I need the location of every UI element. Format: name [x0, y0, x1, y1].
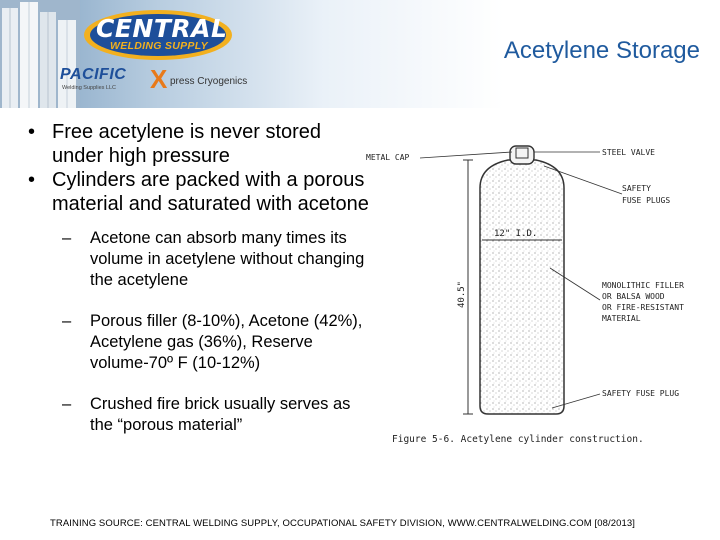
- bullet-item: [28, 120, 373, 168]
- xpress-logo-x: X: [150, 64, 168, 94]
- acetylene-cylinder-diagram: [360, 138, 720, 450]
- pacific-logo: PACIFIC: [60, 66, 127, 83]
- sub-bullet-item: [62, 311, 373, 374]
- label-filler-2: OR BALSA WOOD: [602, 292, 665, 301]
- label-safety-plug: SAFETY FUSE PLUG: [602, 389, 680, 398]
- cylinder-body: [480, 160, 564, 414]
- header-band: [0, 0, 720, 108]
- bullet-list: [28, 120, 373, 436]
- label-filler-3: OR FIRE-RESISTANT: [602, 303, 684, 312]
- bullet-text: Free acetylene is never stored under high pressure: [52, 121, 322, 167]
- figure-caption: Figure 5-6. Acetylene cylinder construction.: [392, 434, 644, 445]
- sub-bullet-item: [62, 228, 373, 291]
- sub-bullet-text: Acetone can absorb many times its volume in acetylene without changing the acetylene: [90, 229, 365, 289]
- label-steel-valve: STEEL VALVE: [602, 148, 655, 157]
- sub-bullet-dash: –: [62, 229, 72, 247]
- label-safety: SAFETY: [622, 184, 651, 193]
- label-filler-1: MONOLITHIC FILLER: [602, 281, 684, 290]
- label-filler-4: MATERIAL: [602, 314, 641, 323]
- bullet-dot: •: [28, 121, 36, 143]
- label-fuse-plugs: FUSE PLUGS: [622, 196, 671, 205]
- bullet-item: [28, 168, 373, 216]
- label-height: 40.5": [457, 280, 467, 308]
- pacific-logo-sub: Welding Supplies LLC: [62, 85, 117, 91]
- bullet-dot: •: [28, 169, 36, 191]
- sub-bullet-dash: –: [62, 395, 72, 413]
- metal-cap-shape: [510, 146, 534, 164]
- logo-main-text: CENTRAL: [96, 14, 228, 43]
- sub-bullet-text: Porous filler (8-10%), Acetone (42%), Acetylene gas (36%), Reserve volume-70º F (10-12%): [90, 312, 363, 372]
- slide-title: Acetylene Storage: [503, 37, 700, 64]
- xpress-logo-text: press Cryogenics: [170, 76, 248, 87]
- storage-tanks-image: [0, 0, 80, 108]
- label-metal-cap: METAL CAP: [366, 153, 410, 162]
- bullet-text: Cylinders are packed with a porous material and saturated with acetone: [52, 169, 369, 215]
- sub-bullet-text: Crushed fire brick usually serves as the “porous material”: [90, 395, 351, 434]
- sub-bullet-dash: –: [62, 312, 72, 330]
- logo-sub-text: WELDING SUPPLY: [110, 40, 208, 52]
- footer-source: TRAINING SOURCE: CENTRAL WELDING SUPPLY, OCCUPATIONAL SAFETY DIVISION, WWW.CENTRALWELDING.COM [08/2013]: [50, 518, 635, 529]
- label-diameter: 12" I.D.: [494, 229, 538, 239]
- sub-bullet-item: [62, 394, 373, 436]
